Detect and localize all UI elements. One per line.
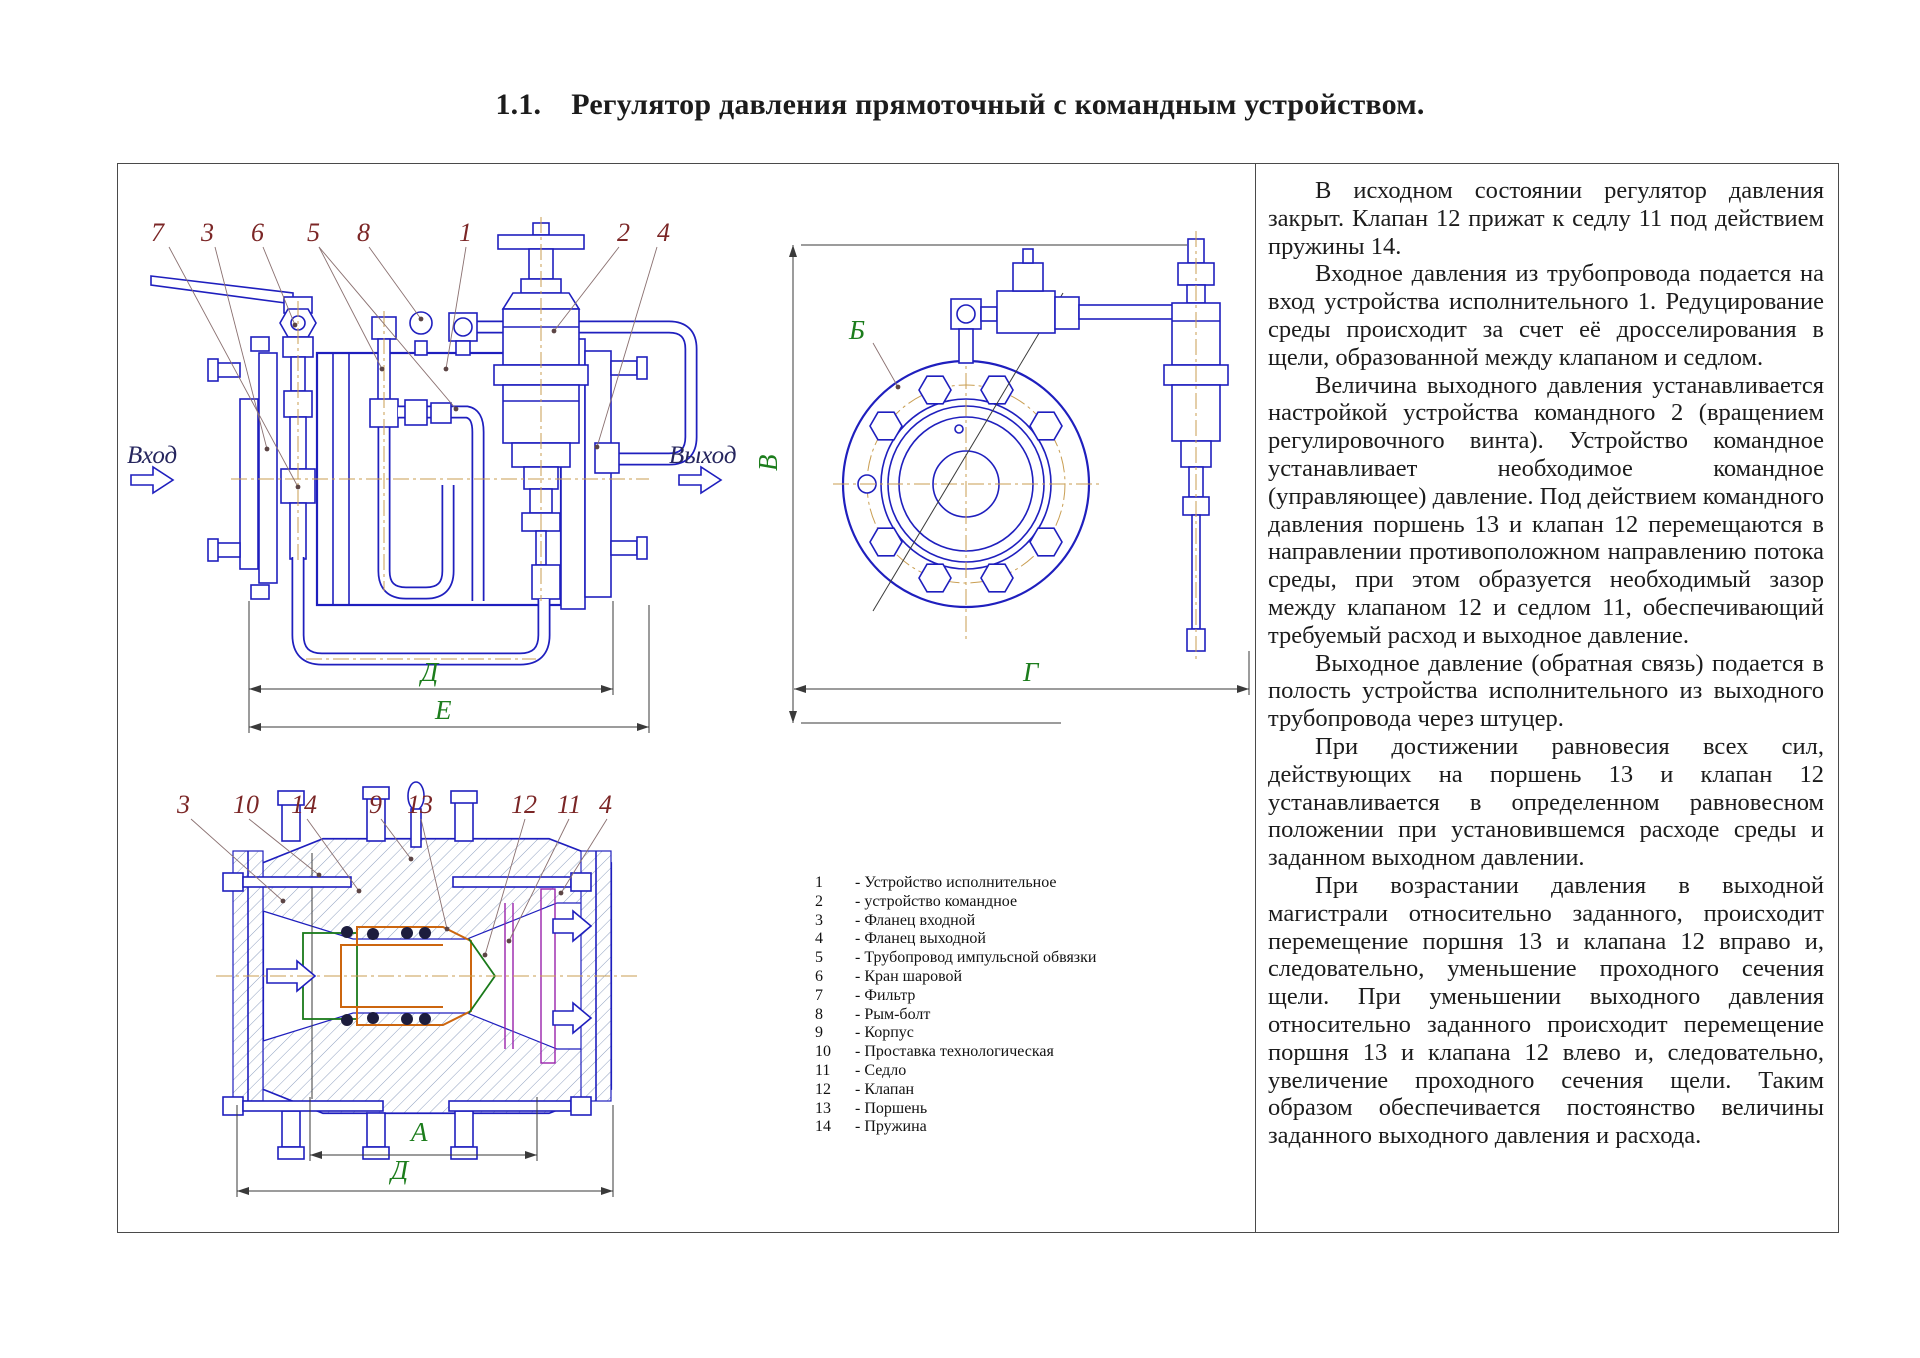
outlet-arrow-icon (679, 467, 721, 493)
parts-list-item: 7 - Фильтр (815, 986, 916, 1004)
dimension-label-d1: Д (421, 657, 439, 687)
outlet-label: Выход (669, 442, 737, 469)
parts-list-item: 14 - Пружина (815, 1118, 927, 1136)
description-paragraph: Выходное давление (обратная связь) подается в полость устройства исполнительного из выходного трубопровода через штуцер. (1268, 649, 1824, 733)
callout-3b: 3 (177, 790, 190, 819)
description-paragraph: В исходном состоянии регулятор давления закрыт. Клапан 12 прижат к седлу 11 под действием пружины 14. (1268, 177, 1824, 260)
parts-list-item: 13 - Поршень (815, 1099, 928, 1117)
callout-1: 1 (459, 218, 472, 247)
parts-list-item: 10 - Проставка технологическая (815, 1043, 1054, 1061)
side-view-drawing (127, 217, 737, 733)
callout-5: 5 (307, 218, 320, 247)
dimension-label-g: Г (1023, 657, 1039, 687)
callout-6: 6 (251, 218, 264, 247)
parts-list (815, 874, 1096, 1137)
parts-list-item: 9 - Корпус (815, 1024, 914, 1042)
parts-list-item: 8 - Рым-болт (815, 1005, 931, 1023)
inlet-label: Вход (127, 442, 178, 469)
callout-10: 10 (233, 790, 259, 819)
section-title-text: Регулятор давления прямоточный с командным устройством. (571, 88, 1425, 121)
parts-list-item: 3 - Фланец входной (815, 911, 976, 929)
dimension-label-a: А (411, 1117, 428, 1147)
section-number: 1.1. (495, 88, 542, 121)
parts-list-item: 4 - Фланец выходной (815, 930, 986, 948)
callout-14: 14 (291, 790, 317, 819)
parts-list-item: 12 - Клапан (815, 1080, 915, 1098)
description-paragraph: При возрастании давления в выходной магистрали относительно заданного, происходит перемещение поршня 13 и клапана 12 вправо и, следовательно, уменьшение проходного сечения щели. При уменьшении выходного давления относительно заданного происходит перемещение поршня 13 и клапана 12 влево и, следовательно, увеличение проходного сечения щели. Таким образом обеспечивается постоянство величины заданного выходного давления и расхода. (1268, 871, 1824, 1150)
parts-list-item: 6 - Кран шаровой (815, 967, 963, 985)
content-frame (117, 163, 1839, 1233)
callout-9: 9 (369, 790, 382, 819)
description-paragraph: При достижении равновесия всех сил, действующих на поршень 13 и клапан 12 устанавливается в определенном равновесном положении при установившемся расходе среды и заданном выходном давлении. (1268, 732, 1824, 872)
section-view-drawing (176, 782, 641, 1197)
dimension-label-v: В (753, 454, 783, 471)
callout-3: 3 (201, 218, 214, 247)
description-panel (1256, 164, 1839, 1232)
callout-12: 12 (511, 790, 537, 819)
dimension-label-d2: Д (391, 1155, 409, 1185)
parts-list-item: 2 - устройство командное (815, 892, 1018, 910)
dimension-label-e: Е (435, 695, 452, 725)
callout-4b: 4 (599, 790, 612, 819)
callout-2: 2 (617, 218, 630, 247)
callout-7: 7 (151, 218, 164, 247)
callout-b: Б (849, 315, 865, 345)
parts-list-item: 5 - Трубопровод импульсной обвязки (815, 949, 1097, 967)
parts-list-item: 11 - Седло (815, 1061, 907, 1079)
description-paragraph: Величина выходного давления устанавливается настройкой устройства командного 2 (вращением регулировочного винта). Устройство командное устанавливает необходимое командное (управляющее) давление. Под действием командного давления поршень 13 и клапан 12 перемещаются в направлении противоположном направлению потока среды, при этом образуется необходимый зазор между клапаном 12 и седлом 11, обеспечивающий требуемый расход и выходное давление. (1268, 371, 1824, 649)
inlet-arrow-icon (131, 467, 173, 493)
description-paragraph: Входное давления из трубопровода подается на вход устройства исполнительного 1. Редуцирование среды происходит за счет её дросселирования в щели, образованной между клапаном и седлом. (1268, 260, 1824, 371)
callout-13: 13 (407, 790, 433, 819)
callout-11: 11 (557, 790, 582, 819)
front-view-drawing (753, 231, 1249, 723)
page-title (0, 88, 1920, 122)
parts-list-item: 1 - Устройство исполнительное (815, 874, 1057, 891)
callout-8: 8 (357, 218, 370, 247)
callout-4: 4 (657, 218, 670, 247)
